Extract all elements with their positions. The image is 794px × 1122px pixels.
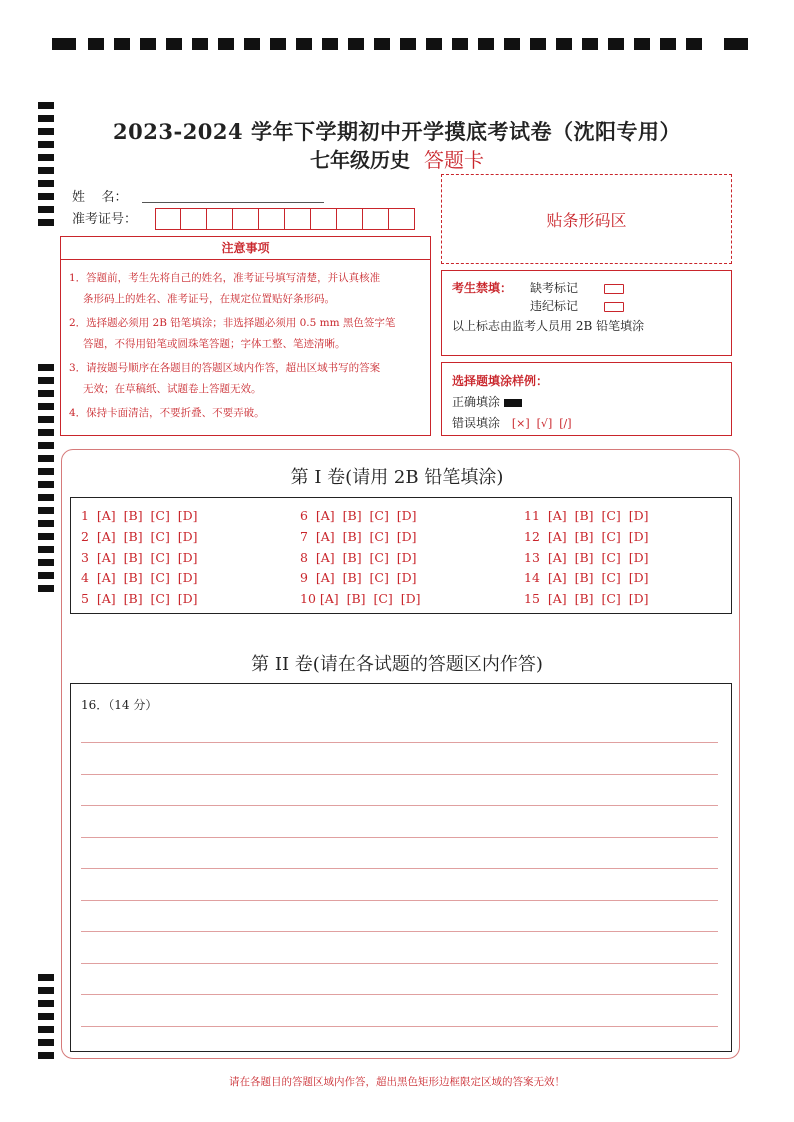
absent-mark-label: 缺考标记 bbox=[530, 281, 579, 295]
absent-mark-row bbox=[530, 279, 624, 296]
question-16-answer-box[interactable] bbox=[70, 683, 732, 1052]
page-title: 2023-2024 学年下学期初中开学摸底考试卷（沈阳专用） bbox=[113, 119, 681, 144]
mcq-question-row[interactable]: 6 [A] [B] [C] [D] bbox=[300, 508, 417, 523]
writing-line bbox=[81, 900, 718, 901]
mcq-question-row[interactable]: 15 [A] [B] [C] [D] bbox=[524, 591, 649, 607]
mcq-question-row[interactable]: 8 [A] [B] [C] [D] bbox=[300, 549, 417, 565]
writing-line bbox=[81, 774, 718, 775]
notice-heading: 注意事项 bbox=[61, 237, 430, 260]
timing-mark bbox=[38, 219, 54, 226]
mcq-question-row[interactable]: 11 [A] [B] [C] [D] bbox=[524, 508, 649, 523]
id-number-boxes[interactable] bbox=[155, 208, 415, 230]
section1-title: 第 I 卷(请用 2B 铅笔填涂) bbox=[290, 467, 504, 488]
wrong-fill-label: 错误填涂 bbox=[452, 416, 501, 430]
correct-fill-row bbox=[452, 393, 522, 410]
timing-marks-top bbox=[52, 38, 750, 52]
timing-mark bbox=[452, 38, 468, 50]
mcq-question-row[interactable]: 12 [A] [B] [C] [D] bbox=[524, 528, 649, 544]
timing-mark bbox=[114, 38, 130, 50]
timing-mark bbox=[52, 38, 76, 50]
timing-mark bbox=[38, 1026, 54, 1033]
writing-line bbox=[81, 1026, 718, 1027]
timing-mark bbox=[38, 987, 54, 994]
mcq-question-row[interactable]: 4 [A] [B] [C] [D] bbox=[81, 570, 198, 586]
notice-item: 1．答题前，考生先将自己的姓名，准考证号填写清楚，并认真核准 条形码上的姓名、准考证号，在规定位置贴好条形码。 bbox=[69, 272, 381, 305]
timing-mark bbox=[724, 38, 748, 50]
id-digit-box[interactable] bbox=[207, 208, 233, 230]
timing-mark bbox=[38, 494, 54, 501]
mcq-question-row[interactable]: 5 [A] [B] [C] [D] bbox=[81, 591, 198, 607]
prohibited-box bbox=[441, 270, 732, 356]
timing-mark bbox=[88, 38, 104, 50]
id-digit-box[interactable] bbox=[389, 208, 415, 230]
notice-item: 4．保持卡面清洁，不要折叠、不要弄破。 bbox=[69, 407, 265, 419]
subject-label: 七年级历史 bbox=[310, 148, 410, 172]
notice-box bbox=[60, 236, 431, 436]
notice-item: 3．请按题号顺序在各题目的答题区域内作答，超出区域书写的答案 无效；在草稿纸、试题卷上答题无效。 bbox=[69, 362, 381, 395]
timing-mark bbox=[504, 38, 520, 50]
mcq-question-row[interactable]: 1 [A] [B] [C] [D] bbox=[81, 508, 198, 523]
mcq-question-row[interactable]: 13 [A] [B] [C] [D] bbox=[524, 549, 649, 565]
violation-mark-row bbox=[530, 297, 624, 314]
timing-mark bbox=[38, 403, 54, 410]
writing-line bbox=[81, 963, 718, 964]
timing-mark bbox=[38, 364, 54, 371]
wrong-fill-row bbox=[452, 414, 572, 431]
timing-mark bbox=[38, 429, 54, 436]
timing-mark bbox=[38, 1000, 54, 1007]
timing-mark bbox=[530, 38, 546, 50]
timing-marks-left-bottom bbox=[38, 974, 54, 1064]
page-subtitle bbox=[0, 144, 794, 173]
timing-mark bbox=[38, 546, 54, 553]
timing-mark bbox=[38, 455, 54, 462]
mcq-question-row[interactable]: 2 [A] [B] [C] [D] bbox=[81, 528, 198, 544]
notice-item: 2．选择题必须用 2B 铅笔填涂；非选择题必须用 0.5 mm 黑色签字笔 答题，不得用铅笔或圆珠笔答题；字体工整、笔迹清晰。 bbox=[69, 317, 396, 350]
mcq-question-row[interactable]: 10 [A] [B] [C] [D] bbox=[300, 591, 421, 607]
timing-mark bbox=[426, 38, 442, 50]
prohibited-label: 考生禁填： bbox=[452, 281, 513, 295]
id-digit-box[interactable] bbox=[181, 208, 207, 230]
mcq-grid bbox=[70, 497, 732, 614]
barcode-label: 贴条形码区 bbox=[546, 210, 627, 230]
name-field[interactable] bbox=[142, 202, 324, 203]
id-label: 准考证号： bbox=[72, 212, 138, 227]
timing-mark bbox=[192, 38, 208, 50]
question-16-label: 16．（14 分） bbox=[81, 698, 158, 712]
timing-mark bbox=[478, 38, 494, 50]
timing-mark bbox=[322, 38, 338, 50]
timing-mark bbox=[400, 38, 416, 50]
timing-mark bbox=[38, 1013, 54, 1020]
mcq-question-row[interactable]: 3 [A] [B] [C] [D] bbox=[81, 549, 198, 565]
section2-title: 第 II 卷(请在各试题的答题区内作答) bbox=[251, 654, 543, 675]
fill-sample-heading: 选择题填涂样例： bbox=[452, 374, 549, 388]
timing-mark bbox=[166, 38, 182, 50]
writing-line bbox=[81, 805, 718, 806]
timing-mark bbox=[38, 390, 54, 397]
timing-mark bbox=[38, 377, 54, 384]
timing-mark bbox=[270, 38, 286, 50]
timing-mark bbox=[38, 585, 54, 592]
fill-sample-box bbox=[441, 362, 732, 436]
mcq-column-3 bbox=[524, 506, 649, 610]
answer-card-tag: 答题卡 bbox=[424, 148, 484, 172]
correct-fill-mark bbox=[504, 399, 522, 407]
barcode-area bbox=[441, 174, 732, 264]
id-digit-box[interactable] bbox=[155, 208, 181, 230]
timing-mark bbox=[38, 102, 54, 109]
prohibited-note: 以上标志由监考人员用 2B 铅笔填涂 bbox=[452, 319, 645, 333]
violation-mark-label: 违纪标记 bbox=[530, 299, 579, 313]
timing-mark bbox=[374, 38, 390, 50]
timing-mark bbox=[38, 206, 54, 213]
timing-mark bbox=[140, 38, 156, 50]
id-digit-box[interactable] bbox=[363, 208, 389, 230]
timing-mark bbox=[660, 38, 676, 50]
writing-line bbox=[81, 742, 718, 743]
mcq-column-2 bbox=[300, 506, 421, 610]
wrong-fill-marks: [×] [√] [/] bbox=[511, 417, 572, 430]
id-digit-box[interactable] bbox=[285, 208, 311, 230]
timing-mark bbox=[38, 1039, 54, 1046]
timing-mark bbox=[38, 559, 54, 566]
mcq-column-1 bbox=[81, 506, 198, 610]
footer-warning: 请在各题目的答题区域内作答，超出黑色矩形边框限定区域的答案无效！ bbox=[229, 1076, 565, 1088]
name-label: 姓 名： bbox=[72, 190, 128, 205]
timing-mark bbox=[38, 416, 54, 423]
id-digit-box[interactable] bbox=[311, 208, 337, 230]
timing-mark bbox=[38, 180, 54, 187]
timing-mark bbox=[296, 38, 312, 50]
mcq-question-row[interactable]: 9 [A] [B] [C] [D] bbox=[300, 570, 417, 586]
timing-mark bbox=[556, 38, 572, 50]
timing-mark bbox=[634, 38, 650, 50]
mcq-question-row[interactable]: 7 [A] [B] [C] [D] bbox=[300, 528, 417, 544]
correct-fill-label: 正确填涂 bbox=[452, 395, 501, 409]
timing-mark bbox=[38, 193, 54, 200]
id-digit-box[interactable] bbox=[259, 208, 285, 230]
timing-mark bbox=[38, 1052, 54, 1059]
timing-mark bbox=[38, 533, 54, 540]
id-digit-box[interactable] bbox=[233, 208, 259, 230]
id-digit-box[interactable] bbox=[337, 208, 363, 230]
timing-mark bbox=[608, 38, 624, 50]
timing-mark bbox=[38, 520, 54, 527]
timing-mark bbox=[38, 974, 54, 981]
writing-line bbox=[81, 994, 718, 995]
timing-mark bbox=[244, 38, 260, 50]
writing-line bbox=[81, 868, 718, 869]
violation-mark-box[interactable] bbox=[604, 302, 624, 312]
timing-mark bbox=[348, 38, 364, 50]
absent-mark-box[interactable] bbox=[604, 284, 624, 294]
timing-mark bbox=[38, 442, 54, 449]
timing-mark bbox=[38, 572, 54, 579]
writing-line bbox=[81, 931, 718, 932]
timing-mark bbox=[582, 38, 598, 50]
timing-mark bbox=[218, 38, 234, 50]
timing-mark bbox=[686, 38, 702, 50]
mcq-question-row[interactable]: 14 [A] [B] [C] [D] bbox=[524, 570, 649, 586]
writing-line bbox=[81, 837, 718, 838]
timing-mark bbox=[38, 507, 54, 514]
